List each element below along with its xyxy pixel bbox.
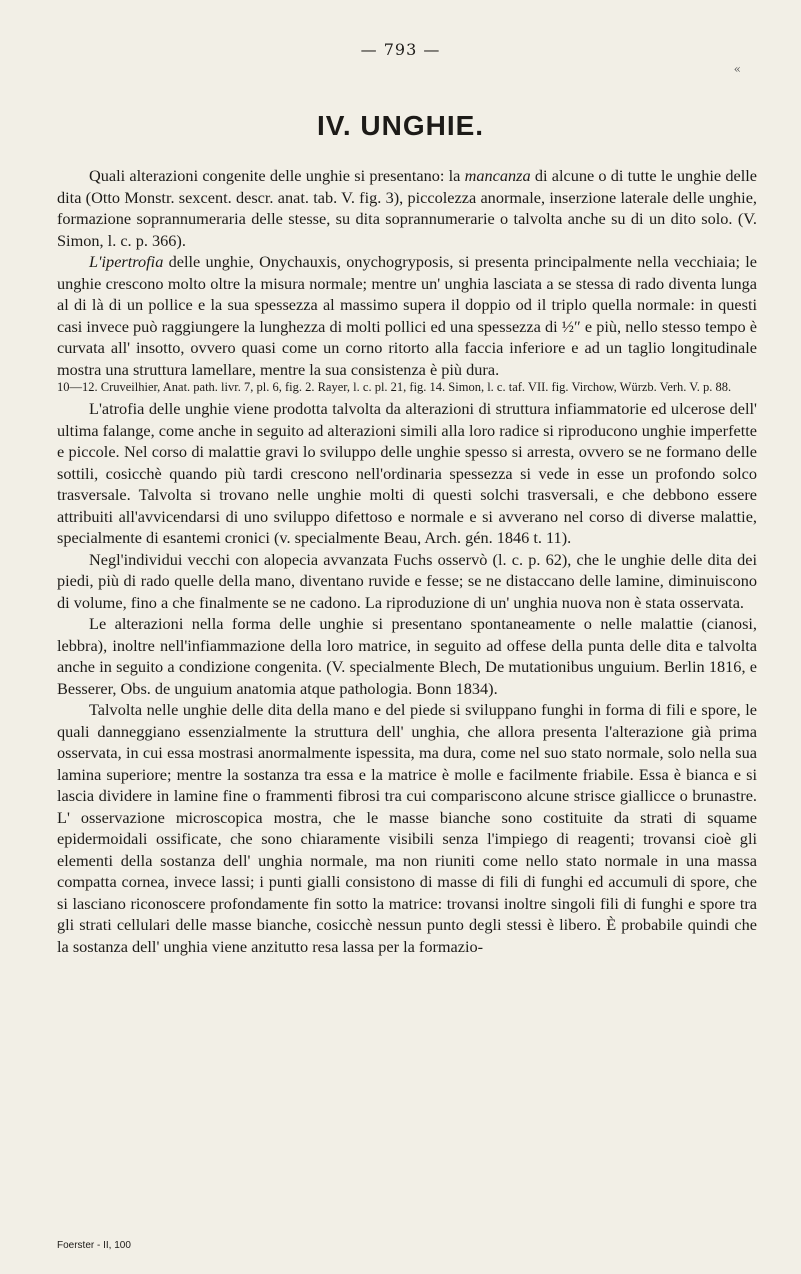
emphasis-term: L'ipertrofia [89,252,164,271]
corner-mark: « [733,62,741,76]
paragraph-hypertrophy [57,251,757,380]
paragraph-atrophy: L'atrofia delle unghie viene prodotta talvolta da alterazioni di struttura infiammatorie ed ulcerose dell' ultima falange, come anche in seguito ad alterazioni simili alla loro radice si riproducono unghie imperfette e piccole. Nel corso di malattie gravi lo sviluppo delle unghie spesso si arresta, ovvero se ne formano delle sottili, cosicchè quando più tardi crescono nell'ordinaria spessezza si vede in esse un profondo solco trasversale. Talvolta si trovano nelle unghie molti di questi solchi trasversali, e che debbono essere attribuiti all'avvicendarsi di uno sviluppo difettoso e normale e si avverano nel corso di diverse malattie, specialmente di esantemi cronici (v. specialmente Beau, Arch. gén. 1846 t. 11). [57,399,757,547]
paragraph-text: delle unghie, Onychauxis, onychogryposis, si presenta principalmente nella vecchiaia; le unghie crescono molto oltre la misura normale; mentre un' unghia lasciata a se stessa di rado diventa lunga al di là di un pollice e la sua spessezza al massimo supera il doppio od il triplo quella normale: in questi casi invece può raggiungere la lunghezza di molti pollici ed una spessezza di ½″ e più, nello stesso tempo è curvata all' insotto, ovvero quasi come un corno ritorto alla faccia inferiore e ad un taglio longitudinale mostra una struttura lamellare, mentre la sua consistenza è più dura. [57,252,757,379]
footer-signature: Foerster - II, 100 [57,1240,131,1251]
references-note: 10—12. Cruveilhier, Anat. path. livr. 7, pl. 6, fig. 2. Rayer, l. c. pl. 21, fig. 14. Simon, l. c. taf. VII. fig. Virchow, Würzb. Verh. V. p. 88. [57,380,732,394]
paragraph-text: di alcune o di tutte le unghie delle dita (Otto Monstr. sexcent. descr. anat. tab. V. fig. 3), piccolezza anormale, inserzione laterale delle unghie, formazione soprannumeraria delle stesse, su dita soprannumerarie o talvolta anche su di un dito solo. (V. Simon, l. c. p. 366). [57,166,757,250]
body-text [57,165,757,957]
paragraph-text: Quali alterazioni congenite delle unghie si presentano: la [89,166,465,185]
paragraph-congenital [57,165,757,251]
paragraph-shape-alterations: Le alterazioni nella forma delle unghie si presentano spontaneamente o nelle malattie (cianosi, lebbra), inoltre nell'infiammazione della loro matrice, in seguito ad offese della punta delle dita e talvolta anche in seguito a condizione congenita. (V. specialmente Blech, De mutationibus unguium. Berlin 1816, e Besserer, Obs. de unguium anatomia atque pathologia. Bonn 1834). [57,614,757,698]
page-number: — 793 — [360,40,441,59]
emphasis-term: mancanza [464,166,531,185]
paragraph-fungi: Talvolta nelle unghie delle dita della mano e del piede si sviluppano funghi in forma di fili e spore, le quali danneggiano essenzialmente la struttura dell' unghia, che allora presenta l'alterazione già prima osservata, in cui essa mostrasi anormalmente ispessita, ma dura, come nel suo stato normale, solo nella sua lamina superiore; mentre la sostanza tra essa e la matrice è molle e facilmente friabile. Essa è bianca e si lascia dividere in lamine fine o frammenti fibrosi tra cui compariscono alcune strisce giallicce o brunastre. L' osservazione microscopica mostra, che le masse bianche sono costituite da strati di squame epidermoidali ossificate, che sono chiaramente visibili senza l'impiego di reagenti; trovansi cioè gli elementi della sostanza dell' unghia normale, ma non riuniti come nello stato normale in una massa compatta cornea, invece lassi; i punti gialli consistono di masse di fili di funghi ed accumuli di spore, che si lasciano riconoscere profondamente fin sotto la matrice: trovansi inoltre singoli fili di funghi e spore tra gli strati cellulari delle masse bianche, cosicchè nessun punto degli stessi è libero. È probabile quindi che la sostanza dell' unghia viene anzitutto resa lassa per la formazio- [57,700,757,956]
section-heading: IV. UNGHIE. [316,110,485,141]
paragraph-elderly: Negl'individui vecchi con alopecia avvanzata Fuchs osservò (l. c. p. 62), che le unghie delle dita dei piedi, più di rado quelle della mano, diventano ruvide e fesse; se ne distaccano delle lamine, diminuiscono di volume, fino a che finalmente se ne cadono. La riproduzione di un' unghia nuova non è stata osservata. [57,549,757,612]
